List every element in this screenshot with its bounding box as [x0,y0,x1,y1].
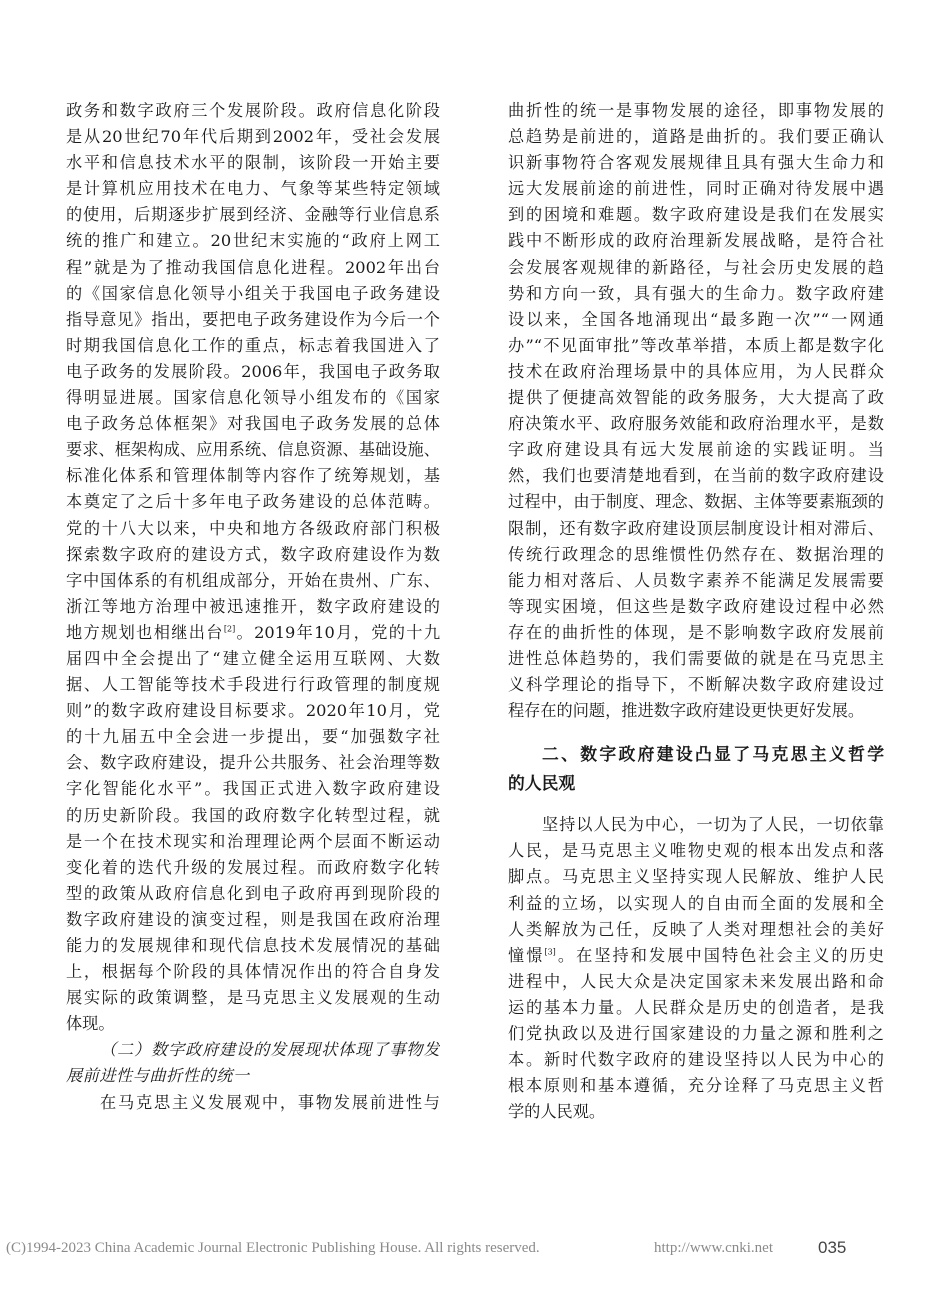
text-line: 的《国家信息化领导小组关于我国电子政务建设 [66,283,440,303]
text-line: 会、数字政府建设，提升公共服务、社会治理等数 [66,753,440,773]
text-fragment: 。在坚持和发展中国特色社会主义的历史 [555,945,884,965]
text-line: 会发展客观规律的新路径，与社会历史发展的趋 [508,257,884,277]
text-line: 党的十八大以来，中央和地方各级政府部门积极 [66,518,440,538]
text-line: 展实际的政策调整，是马克思主义发展观的生动 [66,988,440,1008]
text-line: 的使用，后期逐步扩展到经济、金融等行业信息系 [66,205,440,225]
text-line: 变化着的迭代升级的发展过程。而政府数字化转 [66,857,440,877]
section-heading [508,740,884,798]
text-line: 本。新时代数字政府的建设坚持以人民为中心的 [508,1050,884,1070]
text-line: 运的基本力量。人民群众是历史的创造者，是我 [508,997,884,1017]
copyright-notice: (C)1994-2023 China Academic Journal Electronic Publishing House. All rights reserved. [6,1240,540,1256]
text-line: 本奠定了之后十多年电子政务建设的总体范畴。 [66,492,440,512]
text-line: 限制，还有数字政府建设顶层制度设计相对滞后、 [508,518,884,538]
text-line: 程存在的问题，推进数字政府建设更快更好发展。 [508,701,865,721]
text-line: 要求、框架构成、应用系统、信息资源、基础设施、 [66,440,440,460]
text-fragment: 憧憬 [508,945,545,965]
text-line: 技术在政府治理场景中的具体应用，为人民群众 [508,361,884,381]
text-line: 电子政务的发展阶段。2006年，我国电子政务取 [66,361,440,381]
text-line: 是一个在技术现实和治理理论两个层面不断运动 [66,831,440,851]
text-line-with-citation [66,620,440,646]
text-line: 义科学理论的指导下，不断解决数字政府建设过 [508,675,884,695]
left-paragraph-1 [66,98,440,1037]
text-line: 然，我们也要清楚地看到，在当前的数字政府建设 [508,466,884,486]
text-line: 识新事物符合客观发展规律且具有强大生命力和 [508,153,884,173]
text-line: 型的政策从政府信息化到电子政府再到现阶段的 [66,883,440,903]
left-column [66,98,440,1116]
text-line: 践中不断形成的政府治理新发展战略，是符合社 [508,231,884,251]
right-paragraph-2 [508,812,884,1125]
text-line: 远大发展前途的前进性，同时正确对待发展中遇 [508,179,884,199]
text-line: 数字政府建设的演变过程，则是我国在政府治理 [66,909,440,929]
text-line: 能力相对落后、人员数字素养不能满足发展需要 [508,570,884,590]
text-line: 人类解放为己任，反映了人类对理想社会的美好 [508,919,884,939]
text-line: 利益的立场，以实现人的自由而全面的发展和全 [508,893,884,913]
text-line: 水平和信息技术水平的限制，该阶段一开始主要 [66,153,440,173]
cnki-link[interactable]: http://www.cnki.net [654,1240,774,1256]
text-line: 脚点。马克思主义坚持实现人民解放、维护人民 [508,867,884,887]
text-line: 到的困境和难题。数字政府建设是我们在发展实 [508,205,884,225]
page-footer [0,1238,950,1260]
text-line: 字中国体系的有机组成部分，开始在贵州、广东、 [66,570,440,590]
text-line: 上，根据每个阶段的具体情况作出的符合自身发 [66,962,440,982]
section-heading-line: 二、数字政府建设凸显了马克思主义哲学 [542,744,884,765]
left-subheading [66,1037,440,1089]
subheading-line: （二）数字政府建设的发展现状体现了事物发 [100,1040,440,1060]
text-line: 曲折性的统一是事物发展的途径，即事物发展的 [508,101,884,120]
text-line: 探索数字政府的建设方式，数字政府建设作为数 [66,544,440,564]
text-line: 政务和数字政府三个发展阶段。政府信息化阶段 [66,101,440,120]
right-paragraph-1 [508,98,884,724]
right-column [508,98,884,1125]
text-line: 人民，是马克思主义唯物史观的根本出发点和落 [508,841,884,861]
text-line: 学的人民观。 [508,1102,606,1122]
section-heading-line: 的人民观 [508,773,576,794]
text-line: 得明显进展。国家信息化领导小组发布的《国家 [66,388,440,408]
text-line: 程”就是为了推动我国信息化进程。2002年出台 [66,257,440,277]
spacer [508,724,884,740]
citation-3[interactable]: [3] [544,947,556,957]
spacer [508,798,884,812]
text-line: 设以来，全国各地涌现出“最多跑一次”“一网通 [508,309,884,329]
text-line: 过程中，由于制度、理念、数据、主体等要素瓶颈的 [508,492,884,512]
citation-2[interactable]: [2] [223,624,236,634]
text-line: 的历史新阶段。我国的政府数字化转型过程，就 [66,805,440,825]
text-line: 据、人工智能等技术手段进行行政管理的制度规 [66,675,440,695]
text-line: 提供了便捷高效智能的政务服务，大大提高了政 [508,388,884,408]
text-line: 届四中全会提出了“建立健全运用互联网、大数 [66,648,440,668]
text-line: 体现。 [66,1014,115,1034]
text-line: 能力的发展规律和现代信息技术发展情况的基础 [66,936,440,955]
page-number: 035 [818,1238,847,1257]
text-line: 统的推广和建立。20世纪末实施的“政府上网工 [66,231,440,251]
text-line: 标准化体系和管理体制等内容作了统筹规划，基 [66,466,440,486]
text-line: 势和方向一致，具有强大的生命力。数字政府建 [508,283,884,303]
text-line: 进程中，人民大众是决定国家未来发展出路和命 [508,971,884,991]
text-line: 们党执政以及进行国家建设的力量之源和胜利之 [508,1024,884,1043]
text-line: 坚持以人民为中心，一切为了人民，一切依靠 [542,815,884,835]
text-line: 的十九届五中全会进一步提出，要“加强数字社 [66,727,440,747]
text-line: 办”“不见面审批”等改革举措，本质上都是数字化 [508,335,884,355]
left-paragraph-2 [66,1090,440,1116]
text-line-with-citation [508,943,884,969]
text-line: 府决策水平、政府服务效能和政府治理水平，是数 [508,414,884,434]
text-line: 存在的曲折性的体现，是不影响数字政府发展前 [508,622,884,642]
text-line: 字化智能化水平”。我国正式进入数字政府建设 [66,779,440,799]
text-line: 等现实困境，但这些是数字政府建设过程中必然 [508,596,884,616]
subheading-line: 展前进性与曲折性的统一 [66,1066,250,1086]
text-line: 根本原则和基本遵循，充分诠释了马克思主义哲 [508,1076,884,1096]
text-line: 总趋势是前进的，道路是曲折的。我们要正确认 [508,127,884,147]
text-line: 进性总体趋势的，我们需要做的就是在马克思主 [508,648,884,668]
text-line: 字政府建设具有远大发展前途的实践证明。当 [508,440,884,460]
text-fragment: 地方规划也相继出台 [66,622,224,642]
text-line: 指导意见》指出，要把电子政务建设作为今后一个 [66,309,440,329]
text-line: 浙江等地方治理中被迅速推开，数字政府建设的 [66,596,440,616]
text-line: 时期我国信息化工作的重点，标志着我国进入了 [66,335,440,355]
text-line: 则”的数字政府建设目标要求。2020年10月，党 [66,701,440,721]
text-line: 是计算机应用技术在电力、气象等某些特定领域 [66,179,440,199]
text-fragment: 。2019年10月，党的十九 [235,622,440,642]
text-line: 是从20世纪70年代后期到2002年，受社会发展 [66,127,440,147]
text-line: 传统行政理念的思维惯性仍然存在、数据治理的 [508,544,884,564]
text-line: 电子政务总体框架》对我国电子政务发展的总体 [66,414,440,434]
text-line: 在马克思主义发展观中，事物发展前进性与 [100,1092,440,1112]
